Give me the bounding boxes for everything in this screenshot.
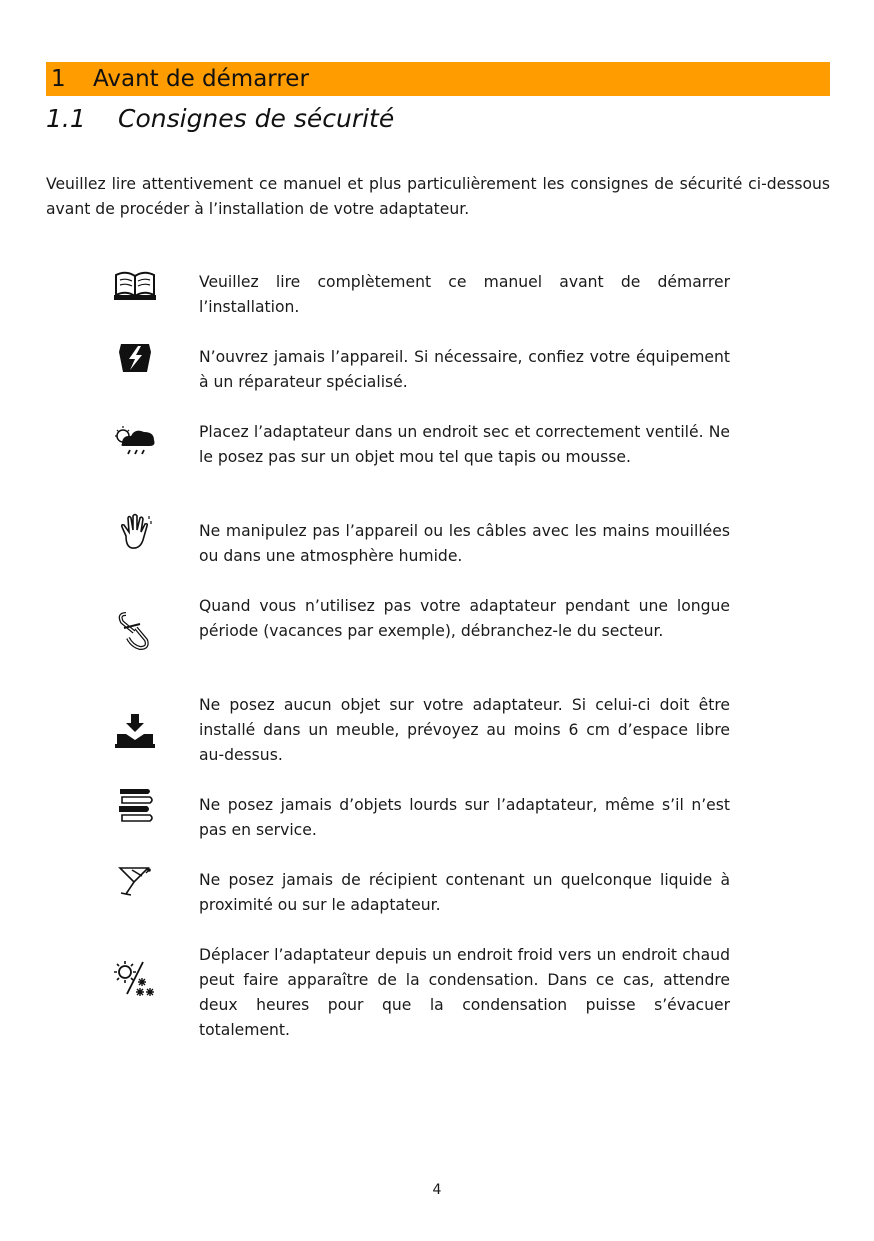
chapter-heading [46, 62, 830, 96]
wet-hand-icon [112, 512, 158, 552]
object-on-device-icon [112, 712, 158, 752]
safety-instruction: Ne posez jamais d’objets lourds sur l’adaptateur, même s’il n’est pas en service. [199, 796, 730, 839]
chapter-title: Avant de démarrer [93, 66, 309, 92]
unplug-icon [112, 610, 158, 650]
safety-instruction: Quand vous n’utilisez pas votre adaptateur pendant une longue période (vacances par exemple), débranchez-le du secteur. [199, 597, 730, 640]
safety-instruction: Ne posez jamais de récipient contenant un quelconque liquide à proximité ou sur le adaptateur. [199, 871, 730, 914]
intro-paragraph: Veuillez lire attentivement ce manuel et plus particulièrement les consignes de sécurité ci-dessous avant de procéder à l’installation de votre adaptateur. [46, 175, 830, 218]
safety-instruction: Ne manipulez pas l’appareil ou les câbles avec les mains mouillées ou dans une atmosphère humide. [199, 522, 730, 565]
safety-instruction: Placez l’adaptateur dans un endroit sec et correctement ventilé. Ne le posez pas sur un objet mou tel que tapis ou mousse. [199, 423, 730, 466]
cocktail-glass-icon [112, 860, 158, 900]
safety-instruction: N’ouvrez jamais l’appareil. Si nécessaire, confiez votre équipement à un réparateur spécialisé. [199, 348, 730, 391]
section-number: 1.1 [46, 104, 86, 133]
section-heading [46, 104, 394, 133]
page-number: 4 [432, 1182, 442, 1198]
sun-snowflake-icon [112, 958, 158, 998]
open-book-icon [112, 265, 158, 305]
section-title: Consignes de sécurité [118, 104, 395, 133]
chapter-number: 1 [51, 66, 66, 92]
safety-instruction: Veuillez lire complètement ce manuel avant de démarrer l’installation. [199, 273, 730, 316]
electric-shock-icon [112, 338, 158, 378]
safety-instruction: Déplacer l’adaptateur depuis un endroit froid vers un endroit chaud peut faire apparaître de la condensation. Dans ce cas, attendre deux heures pour que la condensation puisse s’évacuer totalement. [199, 946, 730, 1039]
rain-cloud-icon [112, 420, 158, 460]
safety-instruction: Ne posez aucun objet sur votre adaptateur. Si celui-ci doit être installé dans un meuble, prévoyez au moins 6 cm d’espace libre au-dessus. [199, 696, 730, 764]
heavy-books-icon [112, 785, 158, 825]
